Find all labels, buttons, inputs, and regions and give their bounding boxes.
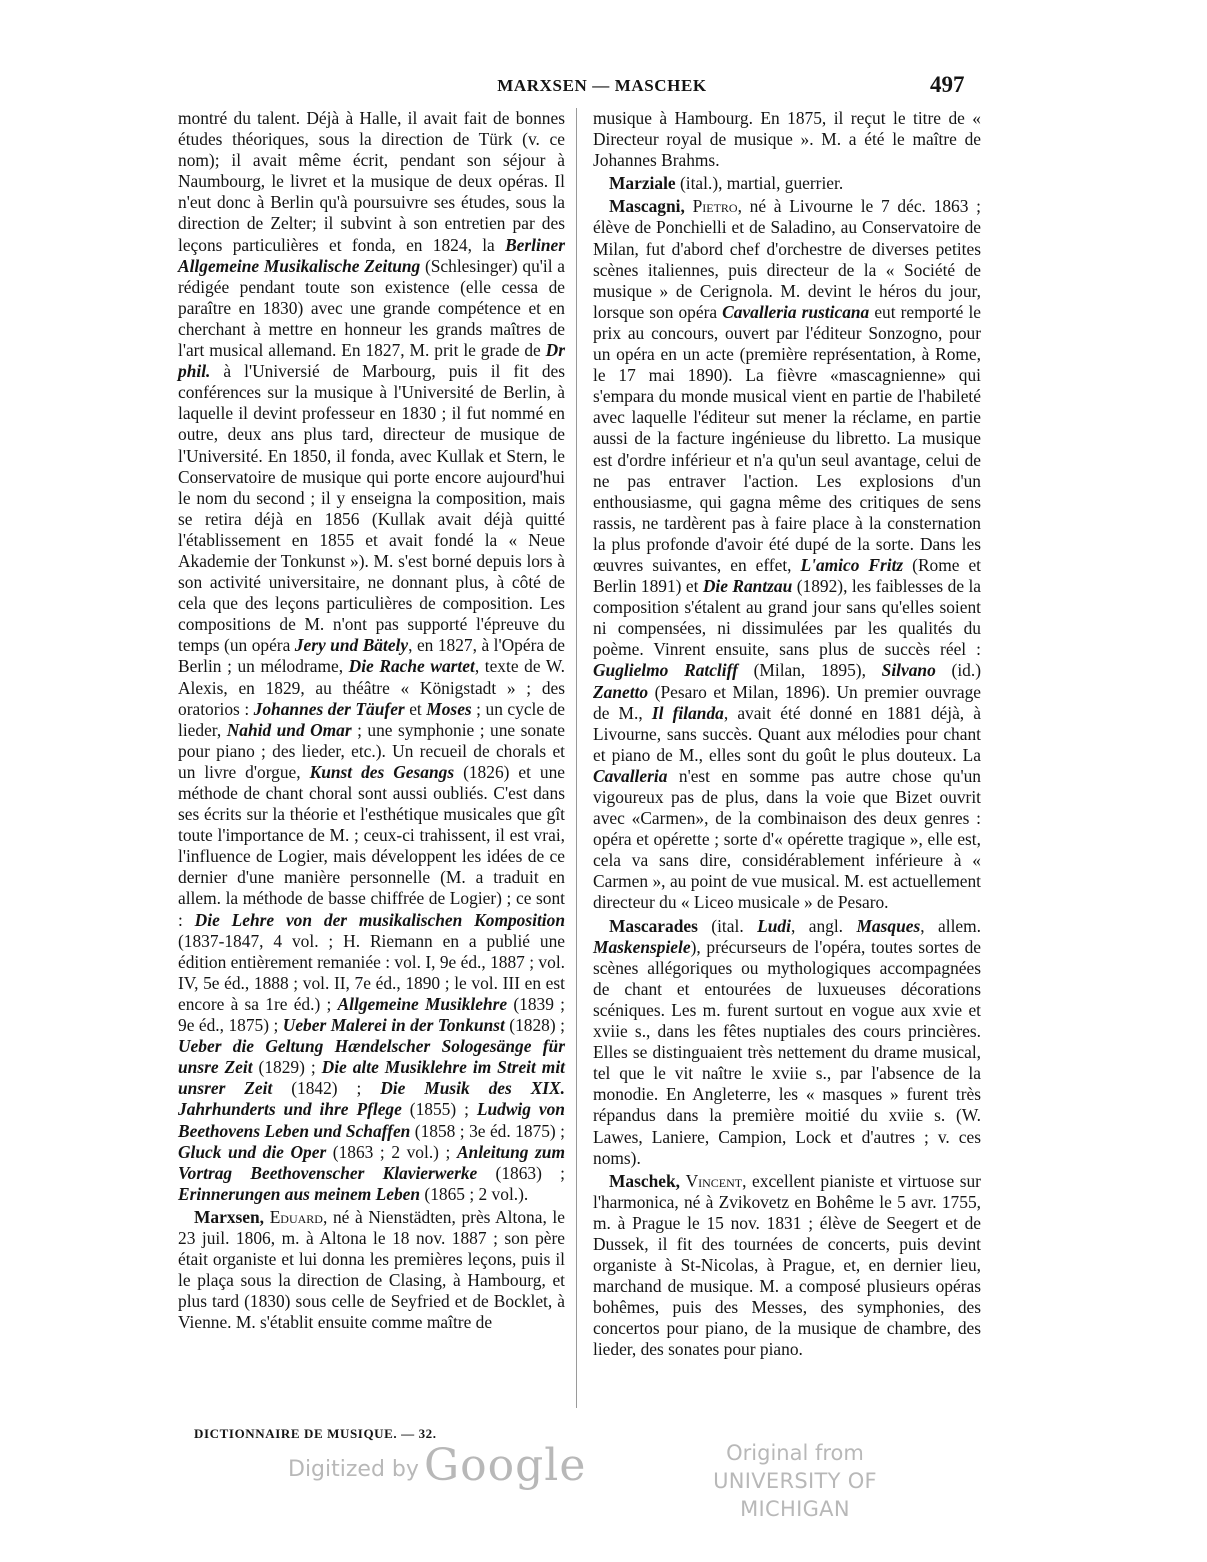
given-name: Pietro [692,196,738,217]
digitized-by-watermark [288,1440,586,1491]
signature-line: DICTIONNAIRE DE MUSIQUE. — 32. [194,1426,437,1441]
running-title: MARXSEN — MASCHEK [497,76,707,95]
title-italic: Johannes der Täufer [253,698,405,719]
continued-entry-marxsen: musique à Hambourg. En 1875, il reçut le titre de « Directeur royal de musique ». M. a été le maître de Johannes Brahms. [593,108,981,171]
title-italic: Moses [426,698,472,719]
given-name: Eduard [269,1206,323,1227]
title-italic: Maskenspiele [593,936,691,957]
entry-marxsen: Marxsen, Eduard, né à Nienstädten, près Altona, le 23 juil. 1806, m. à Altona le 18 nov. 1887 ; son père était organiste et lui donna les premières leçons, puis il le plaça sous la direction de Clasing, à Hambourg, et plus tard (1830) sous celle de Seyfried et de Bocklet, à Vienne. M. s'établit ensuite comme maître de [178,1206,565,1333]
title-italic: Zanetto [593,681,649,702]
title-italic: Allgemeine Musiklehre [337,993,508,1014]
title-italic: Erinnerungen aus meinem Leben [178,1183,421,1204]
title-italic: Die alte Musiklehre im Streit mit unsrer Zeit [178,1057,565,1099]
title-italic: Ueber Malerei in der Tonkunst [282,1015,505,1036]
entry-maschek: Maschek, Vincent, excellent pianiste et virtuose sur l'harmonica, né à Zvikovetz en Bohême le 5 avr. 1755, m. à Prague le 15 nov. 1831 ; élève de Seegert et de Dussek, il fit des tournées de concerts, puis devint organiste à St-Nicolas, à Prague, et, en dernier lieu, marchand de musique. M. a composé plusieurs opéras bohêmes, puis des Messes, des symphonies, des concertos pour piano, de la musique de chambre, des lieder, des sonates pour piano. [593,1170,981,1360]
continued-entry-marx: montré du talent. Déjà à Halle, il avait fait de bonnes études théoriques, sous la direction de Türk (v. ce nom); il avait même écrit, pendant son séjour à Naumbourg, le livret et la musique de deux opéras. Il n'eut donc à Berlin qu'à poursuivre ses études, sous la direction de Zelter; il subvint à son entretien par des leçons particulières et fonda, en 1824, la Berliner Allgemeine Musikalische Zeitung (Schlesinger) qu'il a rédigée pendant toute son existence (elle cessa de paraître en 1830) avec une grande compétence et en cherchant à mettre en honneur les grands maîtres de l'art musical allemand. En 1827, M. prit le grade de Dr phil. à l'Universié de Marbourg, puis il fit des conférences sur la musique à l'Université de Berlin, à laquelle il devint professeur en 1830 ; il fut nommé en outre, deux ans plus tard, directeur de musique de l'Université. En 1850, il fonda, avec Kullak et Stern, le Conservatoire de musique qui porte encore aujourd'hui le nom du second ; il y enseigna la composition, mais se retira déjà en 1856 (Kullak avait déjà quitté l'établissement en 1855 et avait fondé la « Neue Akademie der Tonkunst »). M. s'est borné depuis lors à son activité universitaire, ne donnant plus, à côté de cela que des leçons particulières de composition. Les compositions de M. n'ont pas supporté l'épreuve du temps (un opéra Jery und Bätely, en 1827, à l'Opéra de Berlin ; un mélodrame, Die Rache wartet, texte de W. Alexis, en 1829, au théâtre « Königstadt » ; des oratorios : Johannes der Täufer et Moses ; un cycle de lieder, Nahid und Omar ; une symphonie ; une sonate pour piano ; des lieder, etc.). Un recueil de chorals et un livre d'orgue, Kunst des Gesangs (1826) et une méthode de chant choral sont aussi oubliés. C'est dans ses écrits sur la théorie et l'esthétique musicales que gît toute l'importance de M. ; ceux-ci trahissent, il est vrai, l'influence de Logier, mais développent les idées de ce dernier d'une manière personnelle (M. a traduit en allem. la méthode de basse chiffrée de Logier) ; ce sont : Die Lehre von der musikalischen Komposition (1837-1847, 4 vol. ; H. Riemann en a publié une édition entièrement remaniée : vol. I, 9e éd., 1887 ; vol. IV, 5e éd., 1888 ; vol. II, 7e éd., 1890 ; le vol. III en est encore à sa 1re éd.) ; Allgemeine Musiklehre (1839 ; 9e éd., 1875) ; Ueber Malerei in der Tonkunst (1828) ; Ueber die Geltung Hændelscher Sologesänge für unsre Zeit (1829) ; Die alte Musiklehre im Streit mit unsrer Zeit (1842) ; Die Musik des XIX. Jahrhunderts und ihre Pflege (1855) ; Ludwig von Beethovens Leben und Schaffen (1858 ; 3e éd. 1875) ; Gluck und die Oper (1863 ; 2 vol.) ; Anleitung zum Vortrag Beethovenscher Klavierwerke (1863) ; Erinnerungen aus meinem Leben (1865 ; 2 vol.). [178,108,566,1204]
title-italic: Die Rantzau [702,576,793,597]
title-italic: Ueber die Geltung Hændelscher Sologesänge für unsre Zeit [178,1036,565,1078]
entry-mascagni: Mascagni, Pietro, né à Livourne le 7 déc. 1863 ; élève de Ponchielli et de Saladino, au Conservatoire de Milan, fut d'abord chef d'orchestre de diverses petites scènes italiennes, puis directeur de la « Société de musique » de Cerignola. M. devint le héros du jour, lorsque son opéra Cavalleria rusticana eut remporté le prix au concours, ouvert par l'éditeur Sonzogno, pour un opéra en un acte (première représentation, à Rome, le 17 mai 1890). La fièvre «mascagnienne» qui s'empara du monde musical vient en partie de l'habileté avec laquelle l'éditeur sut mener la réclame, en partie aussi de la facture ingénieuse du libretto. La musique est d'ordre inférieur et n'a qu'un seul avantage, celui de ne pas entraver l'action. Les explosions d'un enthousiasme, qui gagna même des critiques de sens rassis, ne tardèrent pas à faire place à la consternation la plus profonde d'avoir été dupé de la sorte. Dans les œuvres suivantes, en effet, L'amico Fritz (Rome et Berlin 1891) et Die Rantzau (1892), les faiblesses de la composition s'étalent au grand jour sans qu'elles soient ni compensées, ni dissimulées par les qualités du poème. Vinrent ensuite, sans plus de succès réel : Guglielmo Ratcliff (Milan, 1895), Silvano (id.) Zanetto (Pesaro et Milan, 1896). Un premier ouvrage de M., Il filanda, avait été donné en 1881 déjà, à Livourne, sans succès. Quant aux mélodies pour chant et piano de M., elles sont du goût le plus douteux. La Cavalleria n'est en somme pas autre chose qu'un vigoureux pas de plus, dans la voie que Bizet ouvrit avec «Carmen», de la combinaison des deux genres : opéra et opérette ; sorte d'« opérette tragique », elle est, cela va sans dire, considérablement inférieure à « Carmen », au point de vue musical. M. est actuellement directeur du « Liceo musicale » de Pesaro. [593,196,982,913]
title-italic: Il filanda [651,702,724,723]
entry-mascarades: Mascarades (ital. Ludi, angl. Masques, allem. Maskenspiele), précurseurs de l'opéra, toutes sortes de scènes allégoriques ou mythologiques accompagnées de chant et entourées de luxueuses décorations scéniques. Les m. furent surtout en vogue aux xvie et xviie s., dans les fêtes nuptiales des cours princières. Elles se distinguaient très nettement du drame musical, tel que le vit naître le xviie s., par l'absence de la monodie. En Angleterre, les « masques » furent très répandus dans la première moitié du xviie s. (W. Lawes, Laniere, Campion, Lock et d'autres ; v. ces noms). [593,915,981,1168]
title-italic: Die Lehre von der musikalischen Komposition [194,909,565,930]
title-italic: Die Musik des XIX. Jahrhunderts und ihre Pflege [178,1078,566,1120]
title-italic: Ludi [757,915,791,936]
title-italic: Die Rache wartet [348,656,475,677]
entry-marziale: Marziale (ital.), martial, guerrier. [609,173,844,194]
original-from-watermark [670,1440,920,1523]
title-italic: Kunst des Gesangs [309,761,455,782]
google-logo: Google [424,1440,587,1491]
column-divider [576,108,577,1408]
title-italic: Silvano [881,660,936,681]
given-name: Vincent [685,1170,743,1191]
right-column [593,108,981,1361]
headword: Mascagni, [609,196,685,217]
title-italic: Cavalleria [593,765,668,786]
title-italic: Gluck und die Oper [178,1141,327,1162]
title-italic: Anleitung zum Vortrag Beethovenscher Klavierwerke [178,1141,565,1183]
headword: Mascarades [609,915,698,936]
title-italic: Dr phil. [178,340,565,382]
title-italic: Berliner Allgemeine Musikalische Zeitung [178,234,565,276]
title-italic: L'amico Fritz [800,554,904,575]
headword: Maschek, [609,1170,681,1191]
left-column [178,108,565,1333]
university-text: UNIVERSITY OF MICHIGAN [713,1469,877,1521]
headword: Marziale [609,173,676,194]
title-italic: Ludwig von Beethovens Leben und Schaffen [178,1099,565,1141]
title-italic: Guglielmo Ratcliff [593,660,738,681]
title-italic: Masques [856,915,921,936]
digitized-by-text: Digitized by [288,1457,419,1482]
headword: Marxsen, [194,1206,265,1227]
title-italic: Nahid und Omar [226,719,352,740]
title-italic: Cavalleria rusticana [722,301,870,322]
page-number: 497 [930,72,965,97]
title-italic: Jery und Bätely [294,635,409,656]
original-from-text: Original from [726,1441,864,1465]
